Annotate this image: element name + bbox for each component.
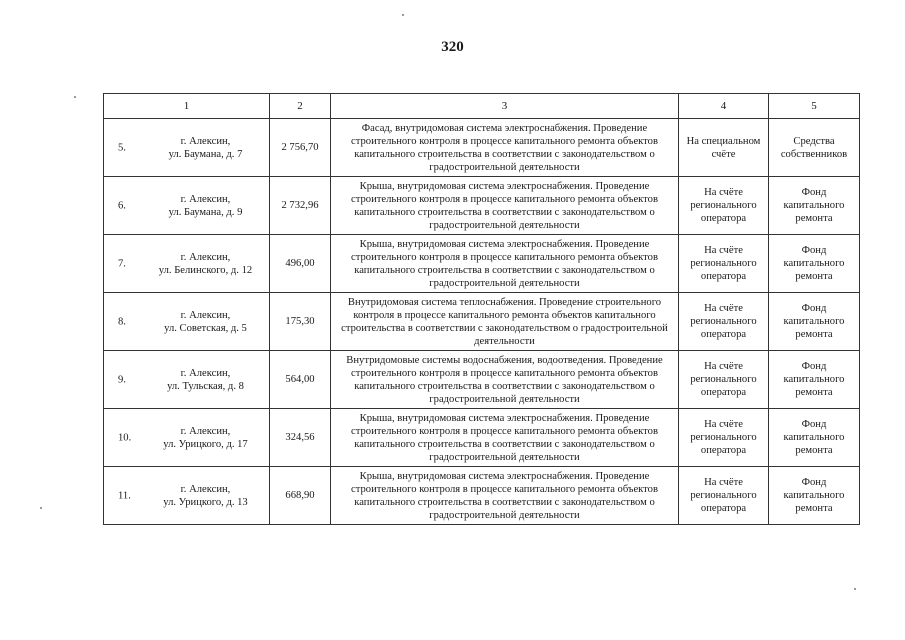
address-street: ул. Баумана, д. 7 <box>168 148 243 160</box>
account-cell: На счёте регионального оператора <box>679 293 769 351</box>
works-cell: Крыша, внутридомовая система электроснабжения. Проведение строительного контроля в процессе капитального ремонта объектов капитального строительства в соответствии с законодательством о градостроительной деятельности <box>331 467 679 525</box>
address-city: г. Алексин, <box>180 135 231 147</box>
address <box>145 193 266 219</box>
address-cell <box>104 119 270 177</box>
funding-source-cell: Фонд капитального ремонта <box>769 409 860 467</box>
area-cell: 2 756,70 <box>270 119 331 177</box>
works-cell: Внутридомовые системы водоснабжения, водоотведения. Проведение строительного контроля в процессе капитального ремонта объектов капитального строительства в соответствии с законодательством о градостроительной деятельности <box>331 351 679 409</box>
account-cell: На счёте регионального оператора <box>679 467 769 525</box>
works-cell: Внутридомовая система теплоснабжения. Проведение строительного контроля в процессе капитального ремонта объектов капитального строительства в соответствии с законодательством о градостроительной деятельности <box>331 293 679 351</box>
funding-source-cell: Средства собственников <box>769 119 860 177</box>
row-number: 10. <box>118 432 132 443</box>
address-cell <box>104 409 270 467</box>
address-cell <box>104 293 270 351</box>
area-cell: 668,90 <box>270 467 331 525</box>
address <box>145 309 266 335</box>
works-cell: Фасад, внутридомовая система электроснабжения. Проведение строительного контроля в процессе капитального ремонта объектов капитального строительства в соответствии с законодательством о градостроительной деятельности <box>331 119 679 177</box>
account-cell: На счёте регионального оператора <box>679 177 769 235</box>
table-row <box>104 119 860 177</box>
funding-source-cell: Фонд капитального ремонта <box>769 293 860 351</box>
address-cell <box>104 351 270 409</box>
row-number: 5. <box>118 142 126 153</box>
header-col-5: 5 <box>769 94 860 119</box>
header-col-1: 1 <box>104 94 270 119</box>
address <box>145 483 266 509</box>
row-number: 8. <box>118 316 126 327</box>
row-number: 11. <box>118 490 131 501</box>
works-cell: Крыша, внутридомовая система электроснабжения. Проведение строительного контроля в процессе капитального ремонта объектов капитального строительства в соответствии с законодательством о градостроительной деятельности <box>331 177 679 235</box>
area-cell: 564,00 <box>270 351 331 409</box>
address-cell <box>104 235 270 293</box>
funding-source-cell: Фонд капитального ремонта <box>769 351 860 409</box>
row-number: 7. <box>118 258 126 269</box>
account-cell: На счёте регионального оператора <box>679 409 769 467</box>
scan-speck <box>74 96 76 98</box>
repair-program-table <box>103 93 860 525</box>
account-cell: На счёте регионального оператора <box>679 235 769 293</box>
funding-source-cell: Фонд капитального ремонта <box>769 467 860 525</box>
header-col-4: 4 <box>679 94 769 119</box>
address-city: г. Алексин, <box>180 309 231 321</box>
account-cell: На счёте регионального оператора <box>679 351 769 409</box>
works-cell: Крыша, внутридомовая система электроснабжения. Проведение строительного контроля в процессе капитального ремонта объектов капитального строительства в соответствии с законодательством о градостроительной деятельности <box>331 409 679 467</box>
address-city: г. Алексин, <box>180 193 231 205</box>
address-street: ул. Баумана, д. 9 <box>168 206 243 218</box>
table-row <box>104 351 860 409</box>
address-city: г. Алексин, <box>180 367 231 379</box>
address-street: ул. Белинского, д. 12 <box>158 264 253 276</box>
area-cell: 496,00 <box>270 235 331 293</box>
page-number: 320 <box>441 39 464 55</box>
works-cell: Крыша, внутридомовая система электроснабжения. Проведение строительного контроля в процессе капитального ремонта объектов капитального строительства в соответствии с законодательством о градостроительной деятельности <box>331 235 679 293</box>
header-col-3: 3 <box>331 94 679 119</box>
area-cell: 2 732,96 <box>270 177 331 235</box>
address-city: г. Алексин, <box>180 251 231 263</box>
funding-source-cell: Фонд капитального ремонта <box>769 235 860 293</box>
row-number: 9. <box>118 374 126 385</box>
scan-speck <box>854 588 856 590</box>
address-city: г. Алексин, <box>180 425 231 437</box>
address <box>145 135 266 161</box>
table-row <box>104 235 860 293</box>
account-cell: На специальном счёте <box>679 119 769 177</box>
scan-speck <box>402 14 404 16</box>
address-city: г. Алексин, <box>180 483 231 495</box>
table-row <box>104 293 860 351</box>
address <box>145 367 266 393</box>
address <box>145 425 266 451</box>
row-number: 6. <box>118 200 126 211</box>
address-street: ул. Советская, д. 5 <box>164 322 247 334</box>
table-body <box>104 119 860 525</box>
address-cell <box>104 467 270 525</box>
table-row <box>104 467 860 525</box>
area-cell: 324,56 <box>270 409 331 467</box>
table-row <box>104 177 860 235</box>
scan-speck <box>40 507 42 509</box>
header-col-2: 2 <box>270 94 331 119</box>
address-cell <box>104 177 270 235</box>
address-street: ул. Урицкого, д. 17 <box>163 438 248 450</box>
address-street: ул. Урицкого, д. 13 <box>163 496 248 508</box>
address-street: ул. Тульская, д. 8 <box>167 380 244 392</box>
area-cell: 175,30 <box>270 293 331 351</box>
address <box>145 251 266 277</box>
table-row <box>104 409 860 467</box>
funding-source-cell: Фонд капитального ремонта <box>769 177 860 235</box>
table-header-row <box>104 94 860 119</box>
